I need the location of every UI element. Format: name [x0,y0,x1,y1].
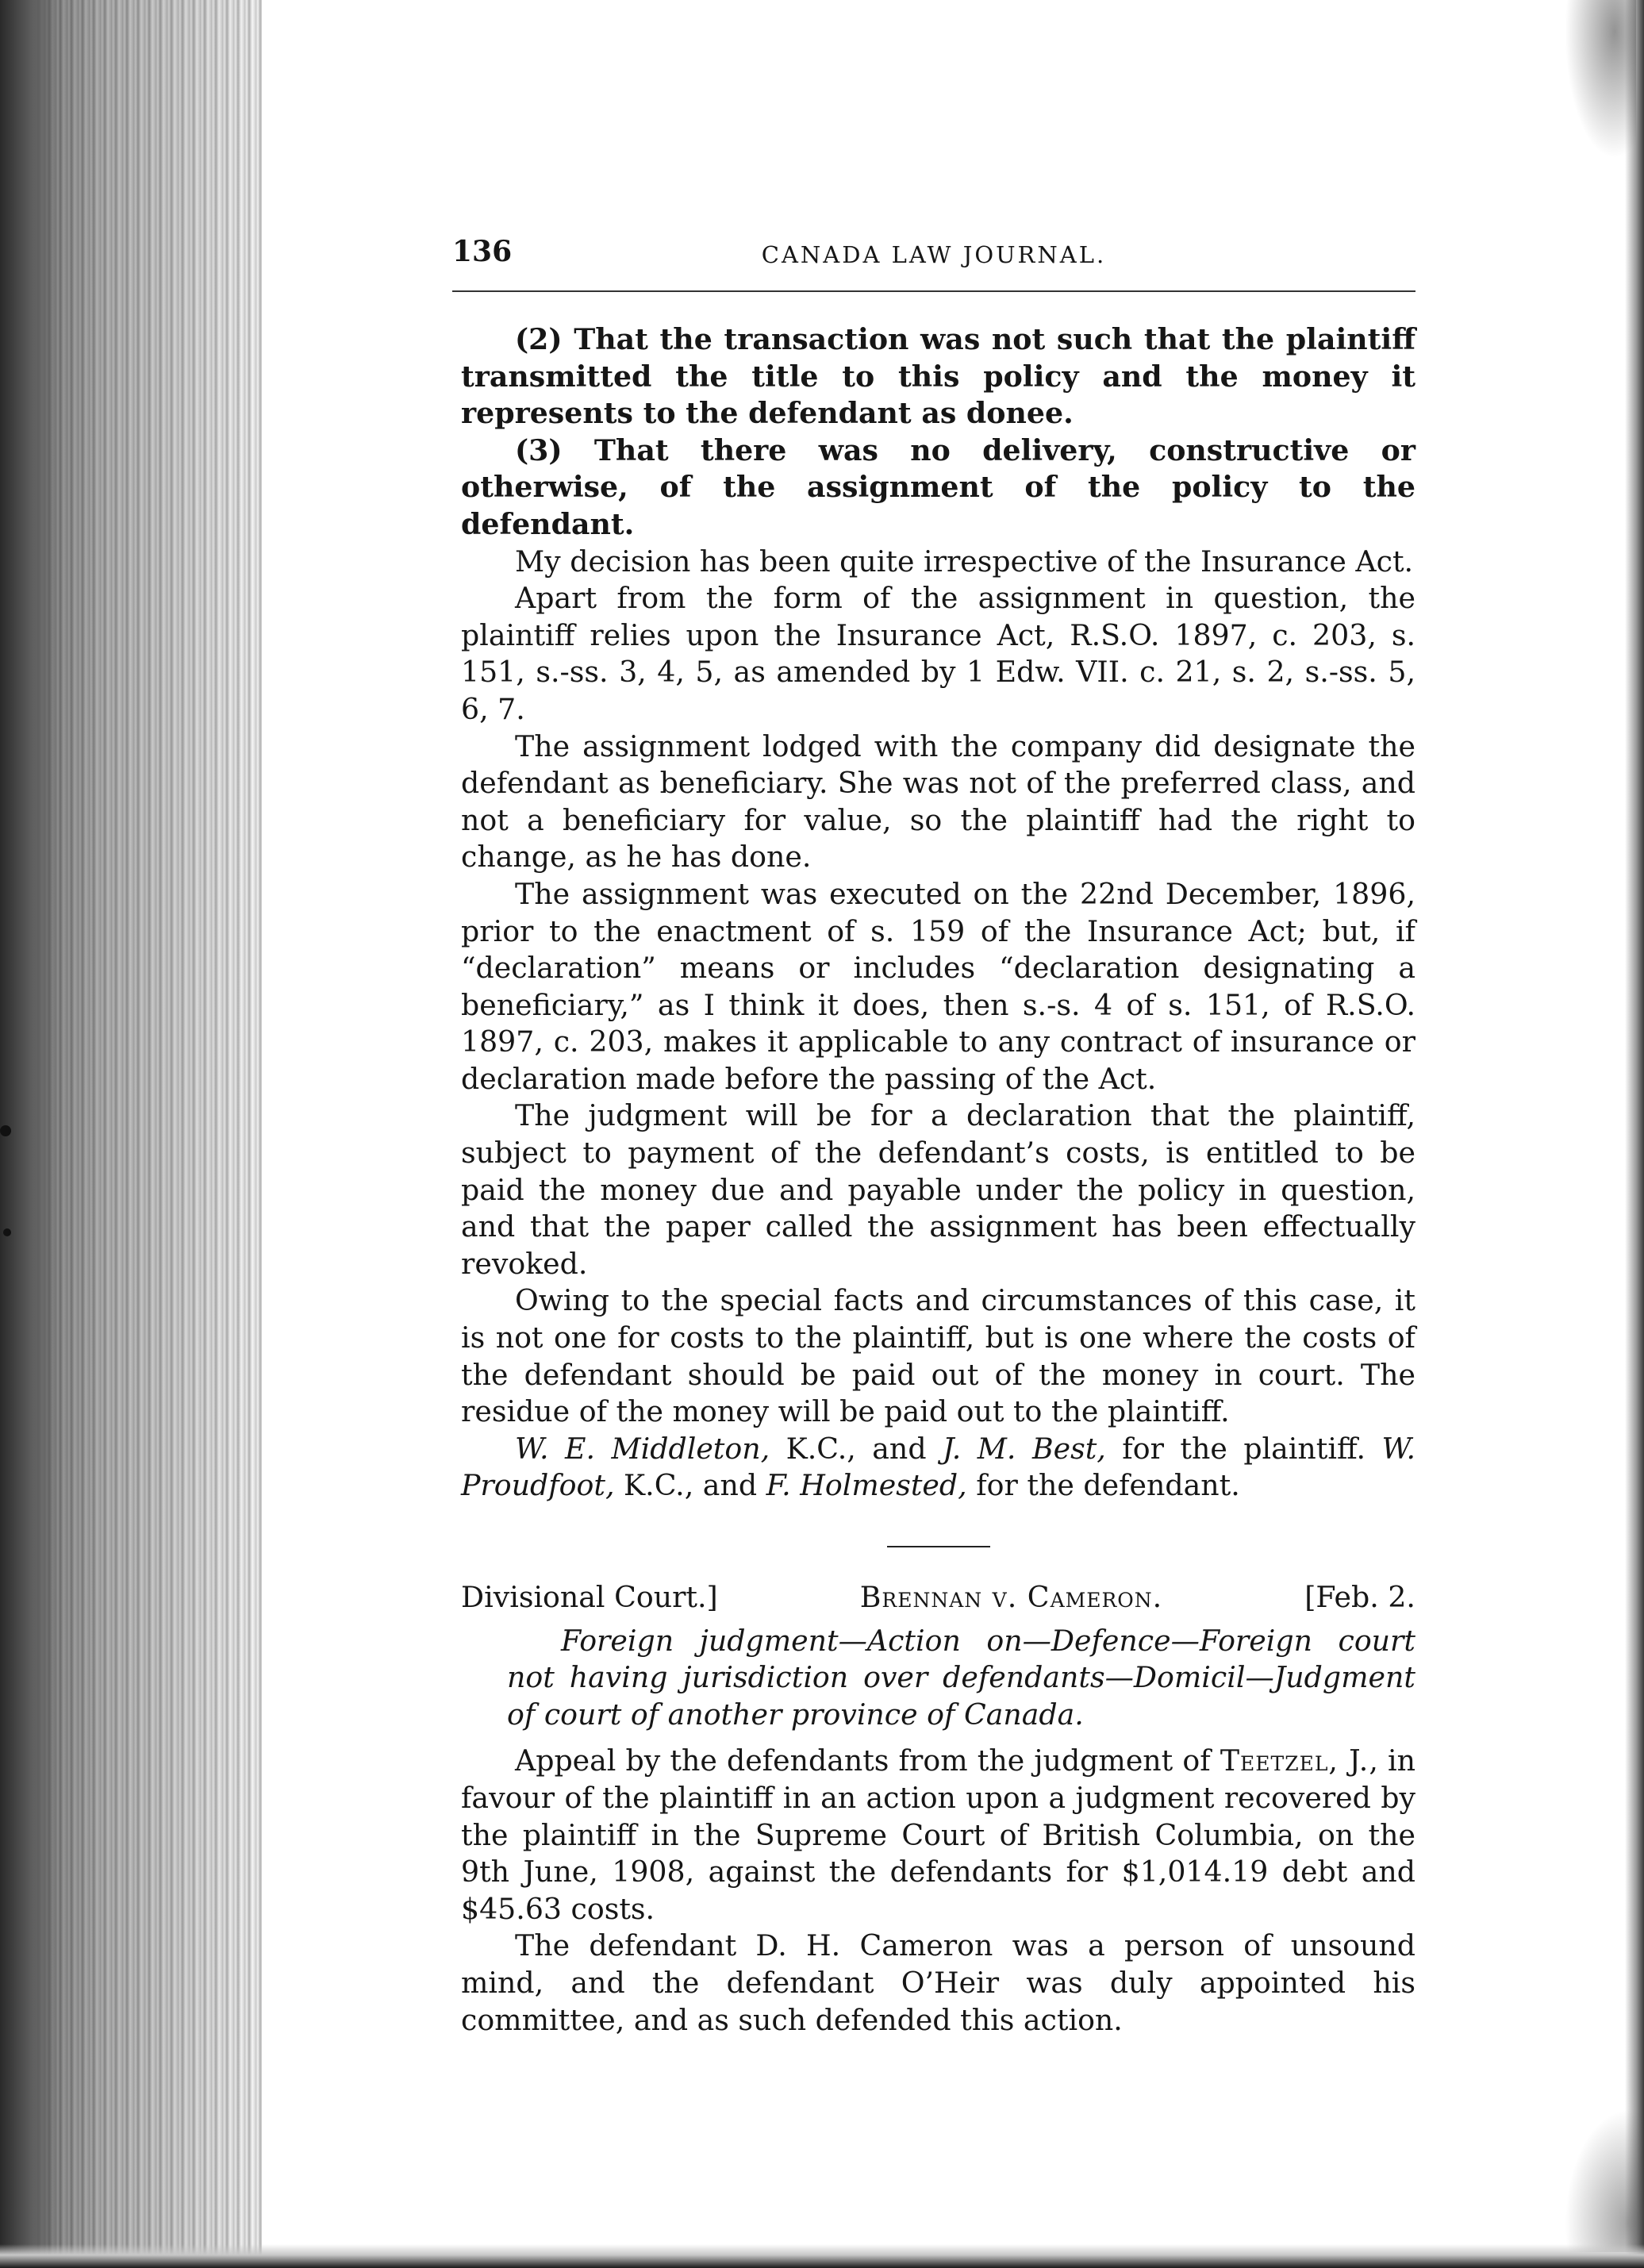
scan-speck [3,1228,11,1236]
counsel-name: W. E. Middleton, [515,1431,770,1466]
page-body [461,321,1415,2039]
scan-speck [0,1125,11,1136]
page-right-edge [1625,0,1644,2268]
counsel-name: F. Holmested, [766,1468,967,1503]
counsel-name: J. M. Best, [943,1431,1106,1466]
case-title: Brennan v. Cameron. [859,1580,1163,1614]
paragraph: Apart from the form of the assignment in question, the plaintiff relies upon the Insurance Act, R.S.O. 1897, c. 203, s. 151, s.-ss. 3, 4, 5, as amended by 1 Edw. VII. c. 21, s. 2, s.-ss. 5, 6, 7. [461,581,1415,726]
page-bottom-edge [0,2244,1644,2268]
scan-smudge-top [1565,0,1636,159]
paragraph: The defendant D. H. Cameron was a person of unsound mind, and the defendant O’Heir was duly appointed his committee, and as such defended this action. [461,1928,1415,2037]
paragraph: Appeal by the defendants from the judgment of Teetzel, J., in favour of the plaintiff in an action upon a judgment recovered by the plaintiff in the Supreme Court of British Columbia, on the 9th June, 1908, against the defendants for $1,014.19 debt and $45.63 costs. [461,1743,1416,1926]
paragraph: The judgment will be for a declaration that the plaintiff, subject to payment of the defendant’s costs, is entitled to be paid the money due and payable under the policy in question, and that the paper called the assignment has been effectually revoked. [461,1098,1415,1281]
counsel-name: W. Proudfoot, [461,1431,1415,1503]
page-number: 136 [452,235,513,268]
case-date: [Feb. 2. [1304,1580,1415,1614]
case-heading [461,1579,1415,1616]
judge-name: Teetzel, J. [1220,1743,1369,1778]
journal-title: CANADA LAW JOURNAL. [761,241,1107,268]
scan-smudge-bottom [1565,2109,1644,2252]
section-divider [887,1546,990,1547]
counsel-paragraph: W. E. Middleton, K.C., and J. M. Best, for the plaintiff. W. Proudfoot, K.C., and F. Holmested, for the defendant. [461,1431,1415,1503]
paragraph: (3) That there was no delivery, constructive or otherwise, of the assignment of the policy to the defendant. [461,432,1415,541]
paragraph: The assignment was executed on the 22nd December, 1896, prior to the enactment of s. 159 of the Insurance Act; but, if “declaration” means or includes “declaration designating a beneficiary,” as I think it does, then s.-s. 4 of s. 151, of R.S.O. 1897, c. 203, makes it applicable to any contract of insurance or declaration made before the passing of the Act. [461,876,1415,1096]
paragraph: The assignment lodged with the company did designate the defendant as beneficiary. She was not of the preferred class, and not a beneficiary for value, so the plaintiff had the right to change, as he has done. [461,728,1415,875]
court-name: Divisional Court.] [461,1580,718,1614]
running-head [452,235,1415,279]
paragraph: Owing to the special facts and circumstances of this case, it is not one for costs to the plaintiff, but is one where the costs of the defendant should be paid out of the money in court. The residue of the money will be paid out to the plaintiff. [461,1283,1415,1429]
paragraph: My decision has been quite irrespective of the Insurance Act. [515,544,1414,579]
headnote: Foreign judgment—Action on—Defence—Foreign court not having jurisdiction over defendants—Domicil—Judgment of court of another province of Canada. [507,1623,1415,1732]
header-rule [452,290,1415,292]
paragraph: (2) That the transaction was not such that the plaintiff transmitted the title to this policy and the money it represents to the defendant as donee. [461,322,1415,431]
